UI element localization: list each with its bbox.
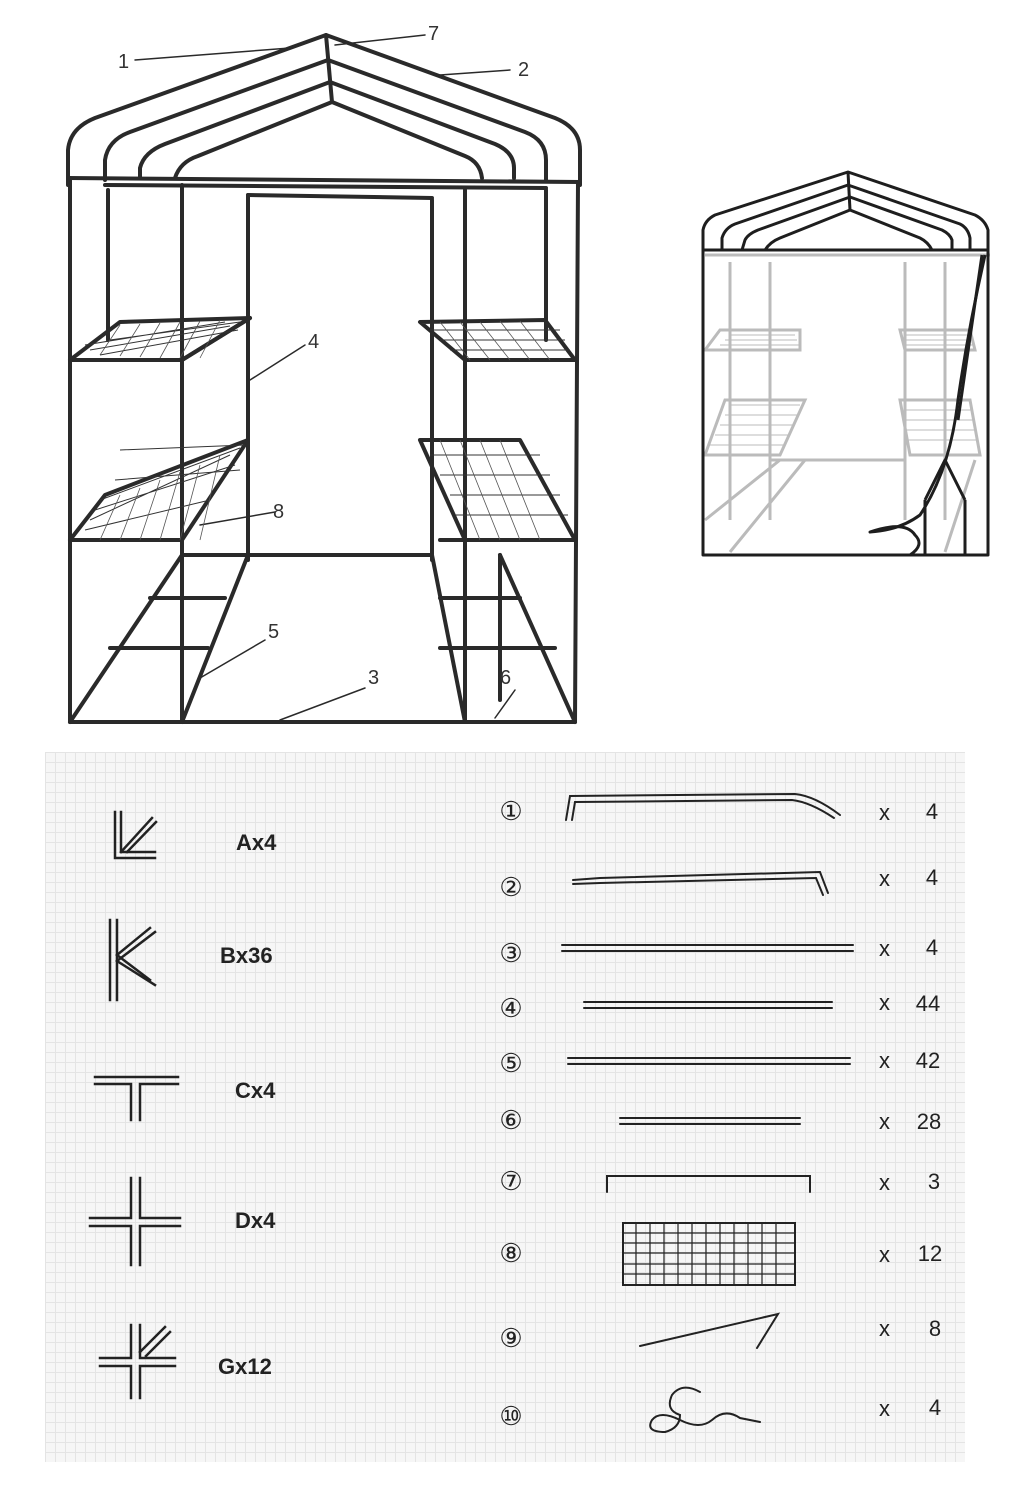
part-qty-7: 3: [927, 1169, 941, 1194]
connector-g-label: Gx12: [218, 1354, 272, 1379]
part-times-8: x: [879, 1242, 890, 1267]
part-times-10: x: [879, 1396, 890, 1421]
part-qty-9: 8: [928, 1316, 942, 1341]
callout-8: 8: [273, 501, 285, 523]
part-qty-6: 28: [916, 1109, 942, 1134]
bracket-pole-icon: [607, 1176, 810, 1192]
part-qty-1: 4: [925, 799, 939, 824]
roof-bend-pole-icon: [566, 794, 840, 820]
part-qty-8: 12: [917, 1241, 943, 1266]
part-number-8: ⑧: [499, 1238, 523, 1268]
callout-5: 5: [268, 621, 280, 643]
part-times-1: x: [879, 800, 890, 825]
part-times-2: x: [879, 866, 890, 891]
callout-6: 6: [500, 667, 512, 689]
part-number-1: ①: [499, 796, 523, 826]
connector-d-label: Dx4: [235, 1208, 276, 1233]
guy-rope-icon: [640, 1314, 778, 1348]
callout-1: 1: [118, 51, 130, 73]
medium-pole-icon: [584, 1002, 832, 1008]
part-number-9: ⑨: [499, 1323, 523, 1353]
mesh-shelf-icon: [623, 1223, 795, 1285]
part-times-6: x: [879, 1109, 890, 1134]
part-times-4: x: [879, 990, 890, 1015]
long-pole-icon-5: [568, 1058, 850, 1064]
callout-4: 4: [308, 331, 320, 353]
connector-a-label: Ax4: [236, 830, 277, 855]
part-times-9: x: [879, 1316, 890, 1341]
ground-stake-icon: [650, 1388, 760, 1432]
part-number-3: ③: [499, 938, 523, 968]
part-number-10: ⑩: [499, 1401, 523, 1431]
part-qty-5: 42: [915, 1048, 941, 1073]
part-times-5: x: [879, 1048, 890, 1073]
part-times-7: x: [879, 1170, 890, 1195]
part-qty-2: 4: [925, 865, 939, 890]
part-number-5: ⑤: [499, 1048, 523, 1078]
part-qty-10: 4: [928, 1395, 942, 1420]
roof-pole-icon: [573, 872, 828, 895]
part-number-6: ⑥: [499, 1105, 523, 1135]
callout-3: 3: [368, 667, 380, 689]
callout-7: 7: [428, 23, 440, 45]
connector-c-label: Cx4: [235, 1078, 276, 1103]
part-times-3: x: [879, 936, 890, 961]
part-number-2: ②: [499, 872, 523, 902]
long-pole-icon: [562, 945, 853, 951]
callout-2: 2: [518, 59, 530, 81]
part-number-7: ⑦: [499, 1166, 523, 1196]
part-qty-3: 4: [925, 935, 939, 960]
short-pole-icon: [620, 1118, 800, 1124]
connector-b-label: Bx36: [220, 943, 273, 968]
part-qty-4: 44: [915, 991, 941, 1016]
part-number-4: ④: [499, 993, 523, 1023]
